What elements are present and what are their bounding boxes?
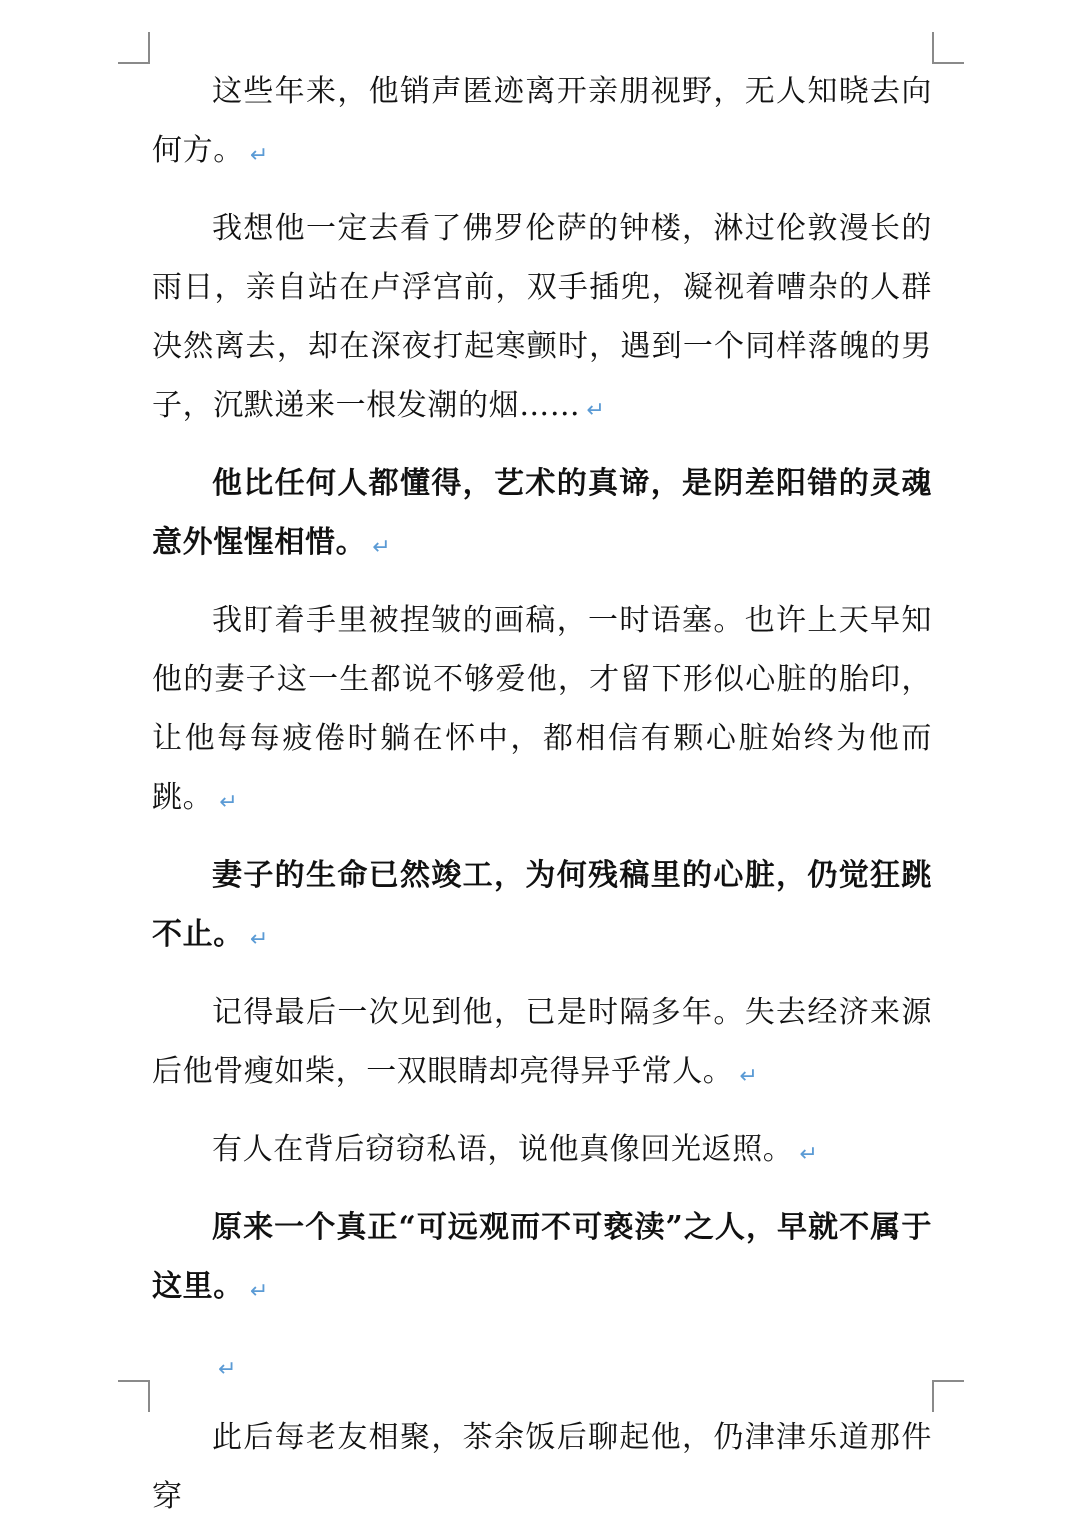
paragraph-mark-icon: ↵ xyxy=(372,535,392,560)
page-corner-top-right xyxy=(932,32,964,64)
page-corner-bottom-left xyxy=(118,1380,150,1412)
paragraph-text: 这些年来，他销声匿迹离开亲朋视野，无人知晓去向何方。 xyxy=(152,74,932,168)
paragraph-bold xyxy=(152,846,932,969)
document-body[interactable] xyxy=(152,62,932,1540)
paragraph-bold xyxy=(152,454,932,577)
paragraph-mark-icon: ↵ xyxy=(739,1064,759,1089)
paragraph xyxy=(152,62,932,185)
page-corner-top-left xyxy=(118,32,150,64)
paragraph xyxy=(152,983,932,1106)
paragraph-text: 我想他一定去看了佛罗伦萨的钟楼，淋过伦敦漫长的雨日，亲自站在卢浮宫前，双手插兜，凝视着嘈杂的人群决然离去，却在深夜打起寒颤时，遇到一个同样落魄的男子，沉默递来一根发潮的烟…… xyxy=(152,211,932,423)
paragraph-mark-icon: ↵ xyxy=(586,398,606,423)
paragraph-text: 他比任何人都懂得，艺术的真谛，是阴差阳错的灵魂意外惺惺相惜。 xyxy=(152,466,932,560)
paragraph-text: 我盯着手里被捏皱的画稿，一时语塞。也许上天早知他的妻子这一生都说不够爱他，才留下形似心脏的胎印，让他每每疲倦时躺在怀中，都相信有颗心脏始终为他而跳。 xyxy=(152,603,932,815)
paragraph-text: 妻子的生命已然竣工，为何残稿里的心脏，仍觉狂跳不止。 xyxy=(152,858,932,952)
paragraph-mark-icon: ↵ xyxy=(218,1357,238,1382)
paragraph-mark-icon: ↵ xyxy=(249,1279,269,1304)
paragraph-mark-icon: ↵ xyxy=(799,1142,819,1167)
paragraph-mark-icon: ↵ xyxy=(249,927,269,952)
paragraph-mark-icon: ↵ xyxy=(249,143,269,168)
paragraph-text: 此后每老友相聚，茶余饭后聊起他，仍津津乐道那件穿 xyxy=(152,1420,932,1514)
paragraph xyxy=(152,1408,932,1526)
paragraph-mark-icon: ↵ xyxy=(219,790,239,815)
paragraph xyxy=(152,199,932,440)
paragraph-text: 原来一个真正“可远观而不可亵渎”之人，早就不属于这里。 xyxy=(152,1210,932,1304)
empty-paragraph xyxy=(152,1335,932,1394)
paragraph-text: 记得最后一次见到他，已是时隔多年。失去经济来源后他骨瘦如柴，一双眼睛却亮得异乎常人。 xyxy=(152,995,932,1089)
paragraph-bold xyxy=(152,1198,932,1321)
paragraph xyxy=(152,591,932,832)
paragraph-text: 有人在背后窃窃私语，说他真像回光返照。 xyxy=(212,1132,794,1167)
paragraph xyxy=(152,1120,932,1184)
page-corner-bottom-right xyxy=(932,1380,964,1412)
